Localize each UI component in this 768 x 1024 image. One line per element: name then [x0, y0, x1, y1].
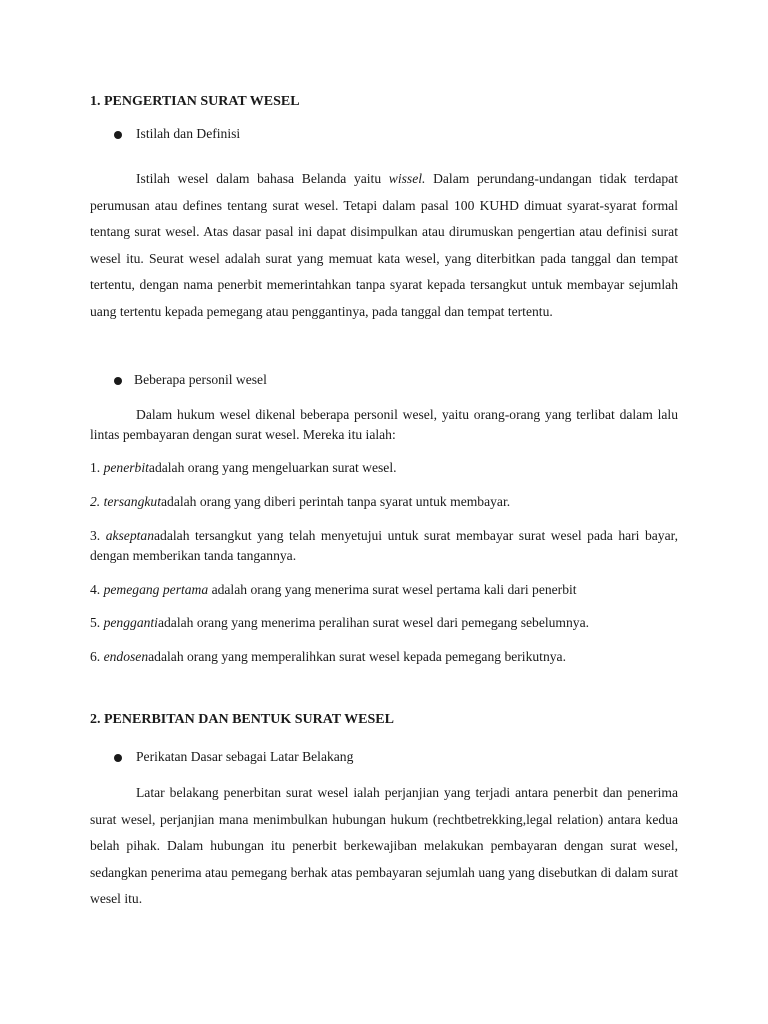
- item-number: 1.: [90, 460, 104, 475]
- list-item: [90, 458, 678, 478]
- bullet-perikatan-dasar: Perikatan Dasar sebagai Latar Belakang: [136, 749, 354, 764]
- item-number: 6.: [90, 649, 104, 664]
- item-term: pemegang pertama: [103, 582, 209, 597]
- item-term: endosen: [103, 649, 149, 664]
- para-italic-term: wissel.: [388, 171, 426, 186]
- item-desc: adalah orang yang diberi perintah tanpa syarat untuk membayar.: [160, 494, 511, 509]
- item-term: pengganti: [103, 615, 158, 630]
- item-desc: adalah tersangkut yang telah menyetujui untuk surat membayar surat wesel pada hari bayar, dengan memberikan tanda tangannya.: [90, 528, 678, 563]
- bullet-istilah-definisi: Istilah dan Definisi: [136, 126, 241, 141]
- paragraph-personil: [90, 405, 678, 445]
- list-item: [90, 613, 678, 633]
- item-term: penerbit: [103, 460, 149, 475]
- item-term: tersangkut: [103, 494, 161, 509]
- list-item: [90, 647, 678, 667]
- item-desc: adalah orang yang memperalihkan surat wesel kepada pemegang berikutnya.: [148, 649, 566, 664]
- list-item: [90, 580, 678, 600]
- section-2-heading: 2. PENERBITAN DAN BENTUK SURAT WESEL: [90, 712, 394, 727]
- item-desc: adalah orang yang mengeluarkan surat wesel.: [148, 460, 397, 475]
- item-number: 3.: [90, 528, 106, 543]
- para-text: Istilah wesel dalam bahasa Belanda yaitu: [136, 171, 389, 186]
- bullet-dot: [114, 131, 122, 139]
- bullet-dot: [114, 377, 122, 385]
- para-text: Dalam hukum wesel dikenal beberapa personil wesel, yaitu orang-orang yang terlibat dalam lalu lintas pembayaran dengan surat wesel. Mereka itu ialah:: [90, 407, 678, 442]
- para-text: Latar belakang penerbitan surat wesel ialah perjanjian yang terjadi antara penerbit dan penerima surat wesel, perjanjian mana menimbulkan hubungan hukum (rechtbetrekking,legal relation) antara kedua belah pihak. Dalam hubungan itu penerbit berkewajiban melakukan pembayaran dengan surat wesel, sedangkan penerima atau pemegang berhak atas pembayaran sejumlah uang yang disebutkan di dalam surat wesel itu.: [90, 785, 678, 906]
- item-number: 5.: [90, 615, 104, 630]
- list-item: [90, 526, 678, 566]
- para-text: Dalam perundang-undangan tidak terdapat perumusan atau defines tentang surat wesel. Tetapi dalam pasal 100 KUHD dimuat syarat-syarat formal tentang surat wesel. Atas dasar pasal ini dapat disimpulkan atau dirumuskan pengertian atau definisi surat wesel itu. Seurat wesel adalah surat yang memuat kata wesel, yang diterbitkan pada tanggal dan tempat tertentu, dengan nama penerbit memerintahkan tanpa syarat kepada tersangkut untuk membayar sejumlah uang tertentu kepada pemegang atau penggantinya, pada tanggal dan tempat tertentu.: [90, 171, 678, 319]
- item-desc: adalah orang yang menerima peralihan surat wesel dari pemegang sebelumnya.: [157, 615, 590, 630]
- paragraph-definisi: [90, 166, 678, 325]
- bullet-personil-wesel: Beberapa personil wesel: [134, 372, 267, 387]
- list-item: [90, 492, 678, 512]
- item-desc: adalah orang yang menerima surat wesel pertama kali dari penerbit: [208, 582, 577, 597]
- item-term: akseptan: [105, 528, 155, 543]
- item-number: 2.: [90, 494, 104, 509]
- section-1-heading: 1. PENGERTIAN SURAT WESEL: [90, 94, 300, 109]
- item-number: 4.: [90, 582, 104, 597]
- bullet-dot: [114, 754, 122, 762]
- paragraph-latar-belakang: [90, 780, 678, 913]
